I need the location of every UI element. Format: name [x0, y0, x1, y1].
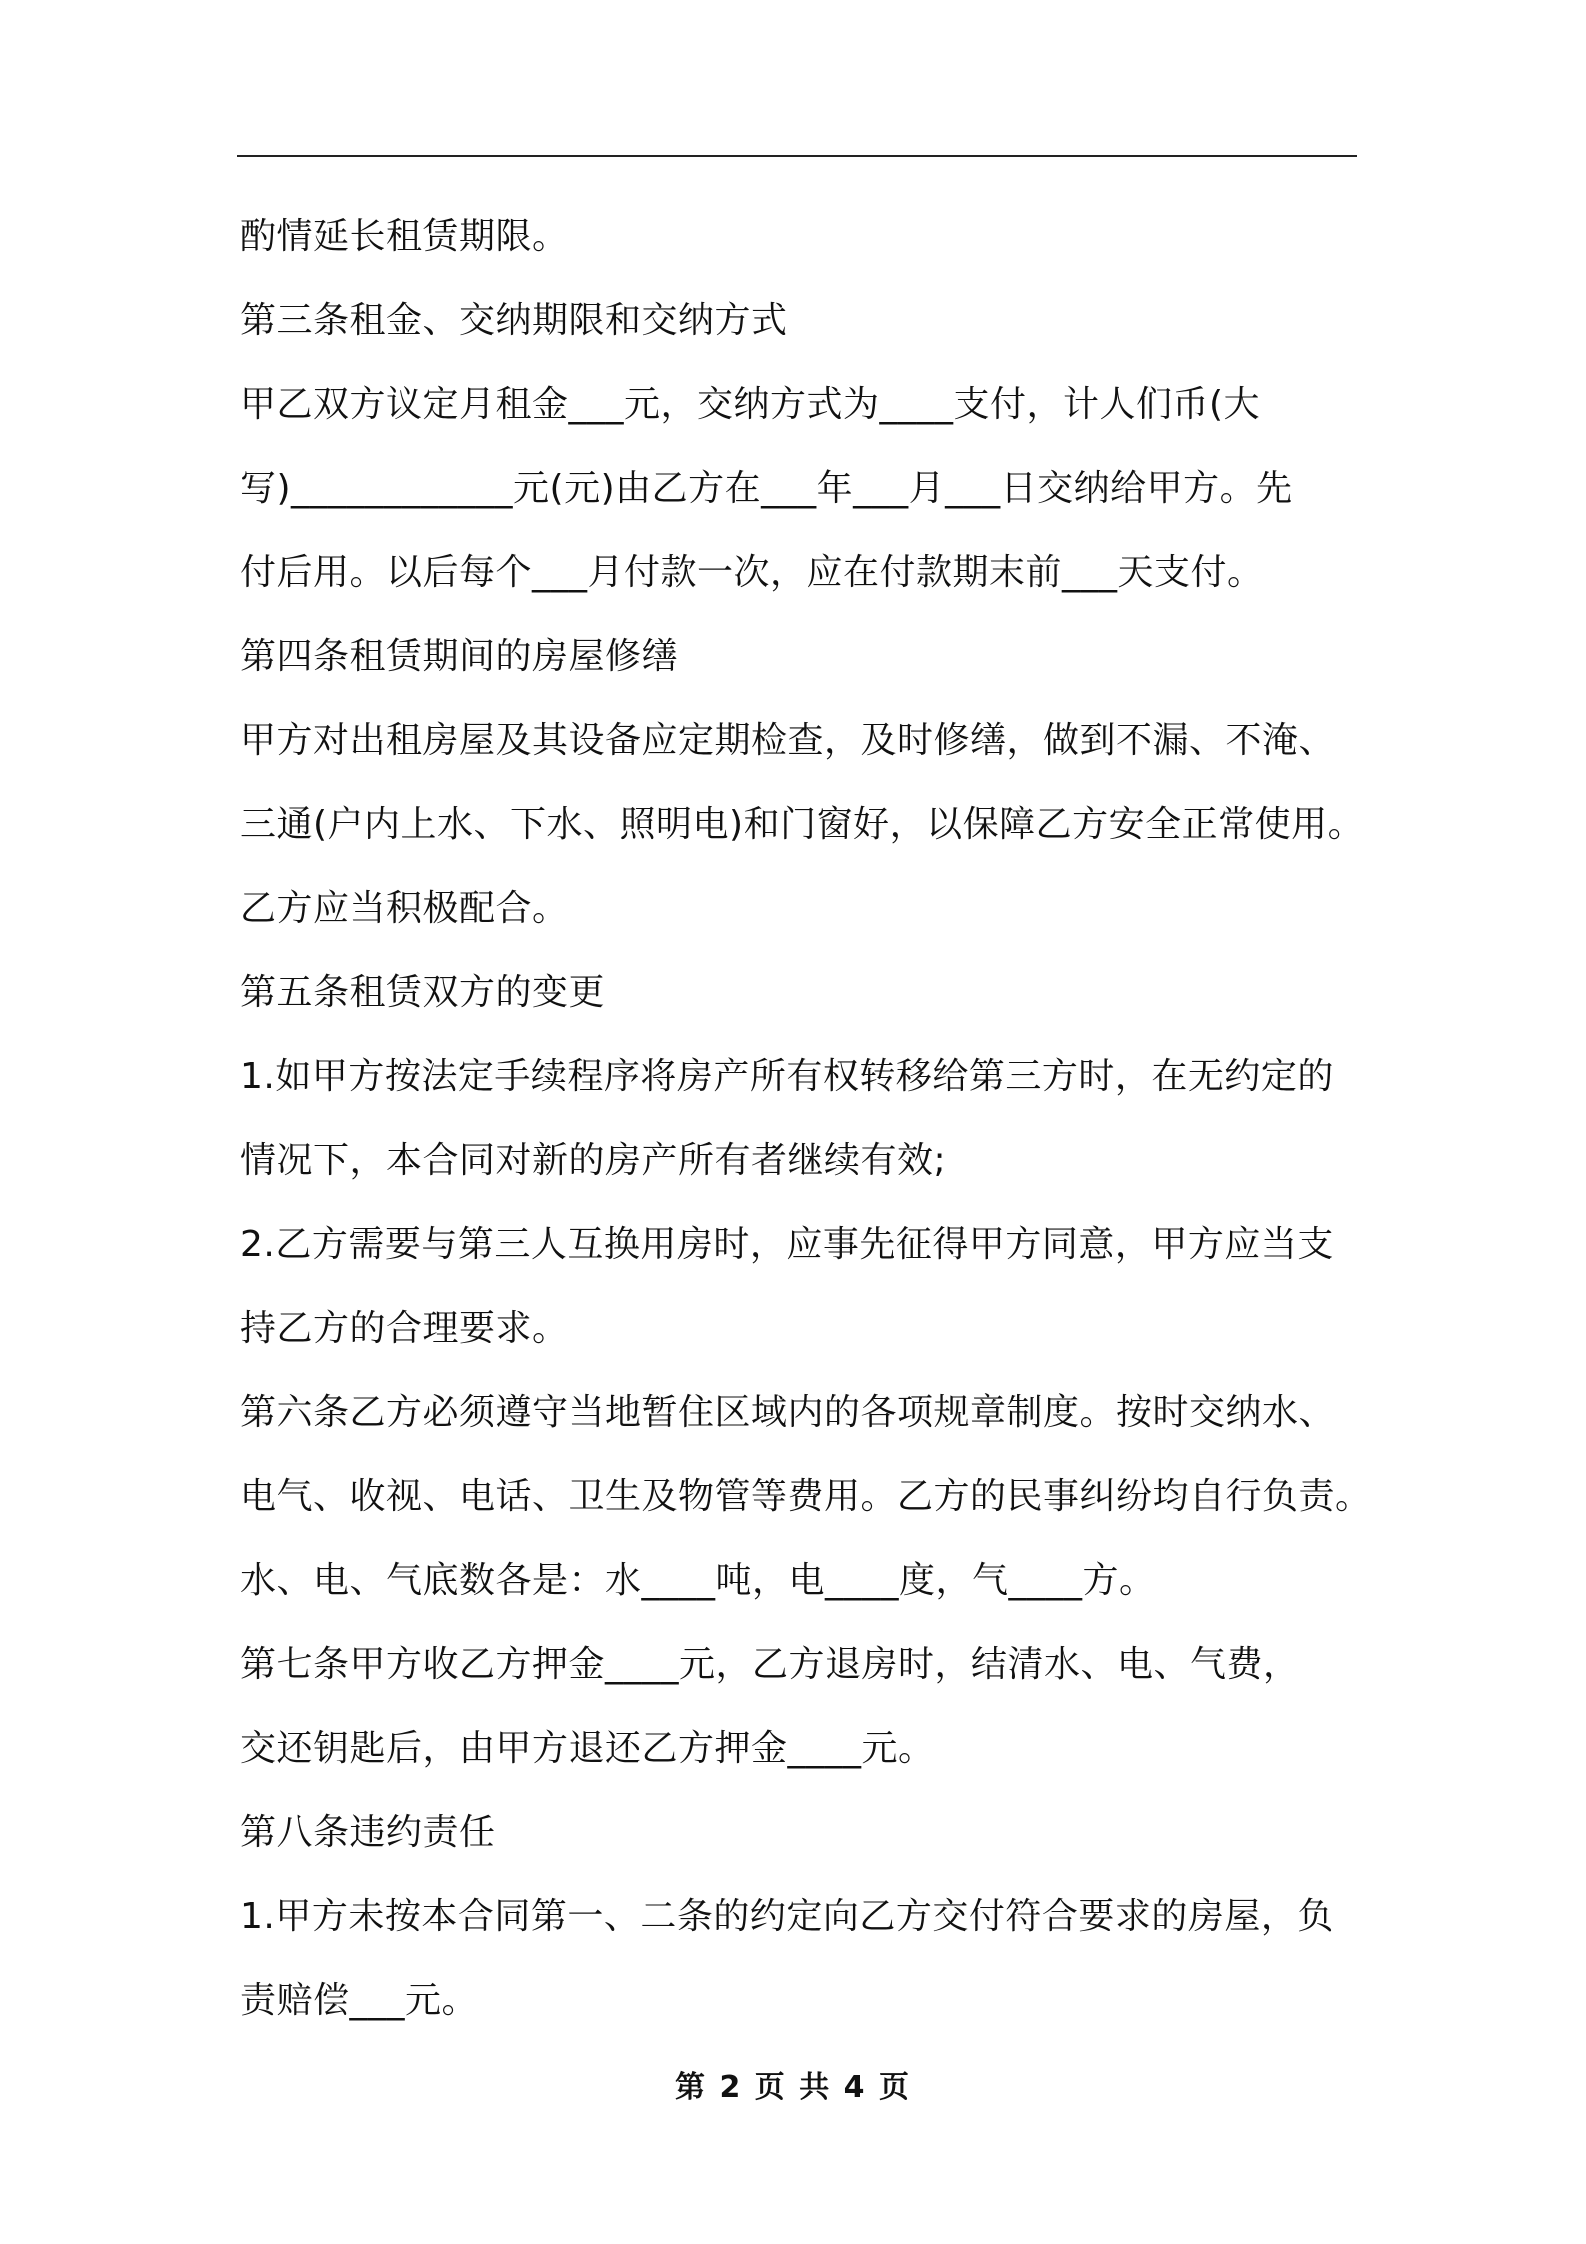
text-line: 交还钥匙后，由甲方退还乙方押金____元。 — [240, 1728, 935, 1769]
text-line: 责赔偿___元。 — [240, 1980, 479, 2021]
text-line: 酌情延长租赁期限。 — [240, 216, 569, 257]
text-line: 2.乙方需要与第三人互换用房时，应事先征得甲方同意，甲方应当支 — [240, 1224, 1334, 1265]
header-divider — [237, 155, 1357, 157]
text-line: 第六条乙方必须遵守当地暂住区域内的各项规章制度。按时交纳水、 — [240, 1392, 1336, 1433]
text-line: 情况下，本合同对新的房产所有者继续有效; — [240, 1140, 947, 1181]
section-heading: 第八条违约责任 — [240, 1812, 496, 1853]
section-heading: 第五条租赁双方的变更 — [240, 972, 606, 1013]
text-line: 三通(户内上水、下水、照明电)和门窗好，以保障乙方安全正常使用。 — [240, 804, 1365, 845]
text-line: 第七条甲方收乙方押金____元，乙方退房时，结清水、电、气费， — [240, 1644, 1300, 1685]
text-line: 甲乙双方议定月租金___元，交纳方式为____支付，计人们币(大 — [240, 384, 1261, 425]
text-line: 1.如甲方按法定手续程序将房产所有权转移给第三方时，在无约定的 — [240, 1056, 1334, 1097]
text-line: 水、电、气底数各是：水____吨，电____度，气____方。 — [240, 1560, 1156, 1601]
text-line: 甲方对出租房屋及其设备应定期检查，及时修缮，做到不漏、不淹、 — [240, 720, 1336, 761]
text-line: 1.甲方未按本合同第一、二条的约定向乙方交付符合要求的房屋，负 — [240, 1896, 1334, 1937]
section-heading: 第四条租赁期间的房屋修缮 — [240, 636, 679, 677]
document-body — [240, 195, 1370, 2043]
text-line: 写)____________元(元)由乙方在___年___月___日交纳给甲方。先 — [240, 468, 1293, 509]
text-line: 持乙方的合理要求。 — [240, 1308, 569, 1349]
text-line: 乙方应当积极配合。 — [240, 888, 569, 929]
page-number-footer: 第 2 页 共 4 页 — [675, 2070, 911, 2105]
text-line: 电气、收视、电话、卫生及物管等费用。乙方的民事纠纷均自行负责。 — [240, 1476, 1372, 1517]
section-heading: 第三条租金、交纳期限和交纳方式 — [240, 300, 788, 341]
text-line: 付后用。以后每个___月付款一次，应在付款期末前___天支付。 — [240, 552, 1264, 593]
